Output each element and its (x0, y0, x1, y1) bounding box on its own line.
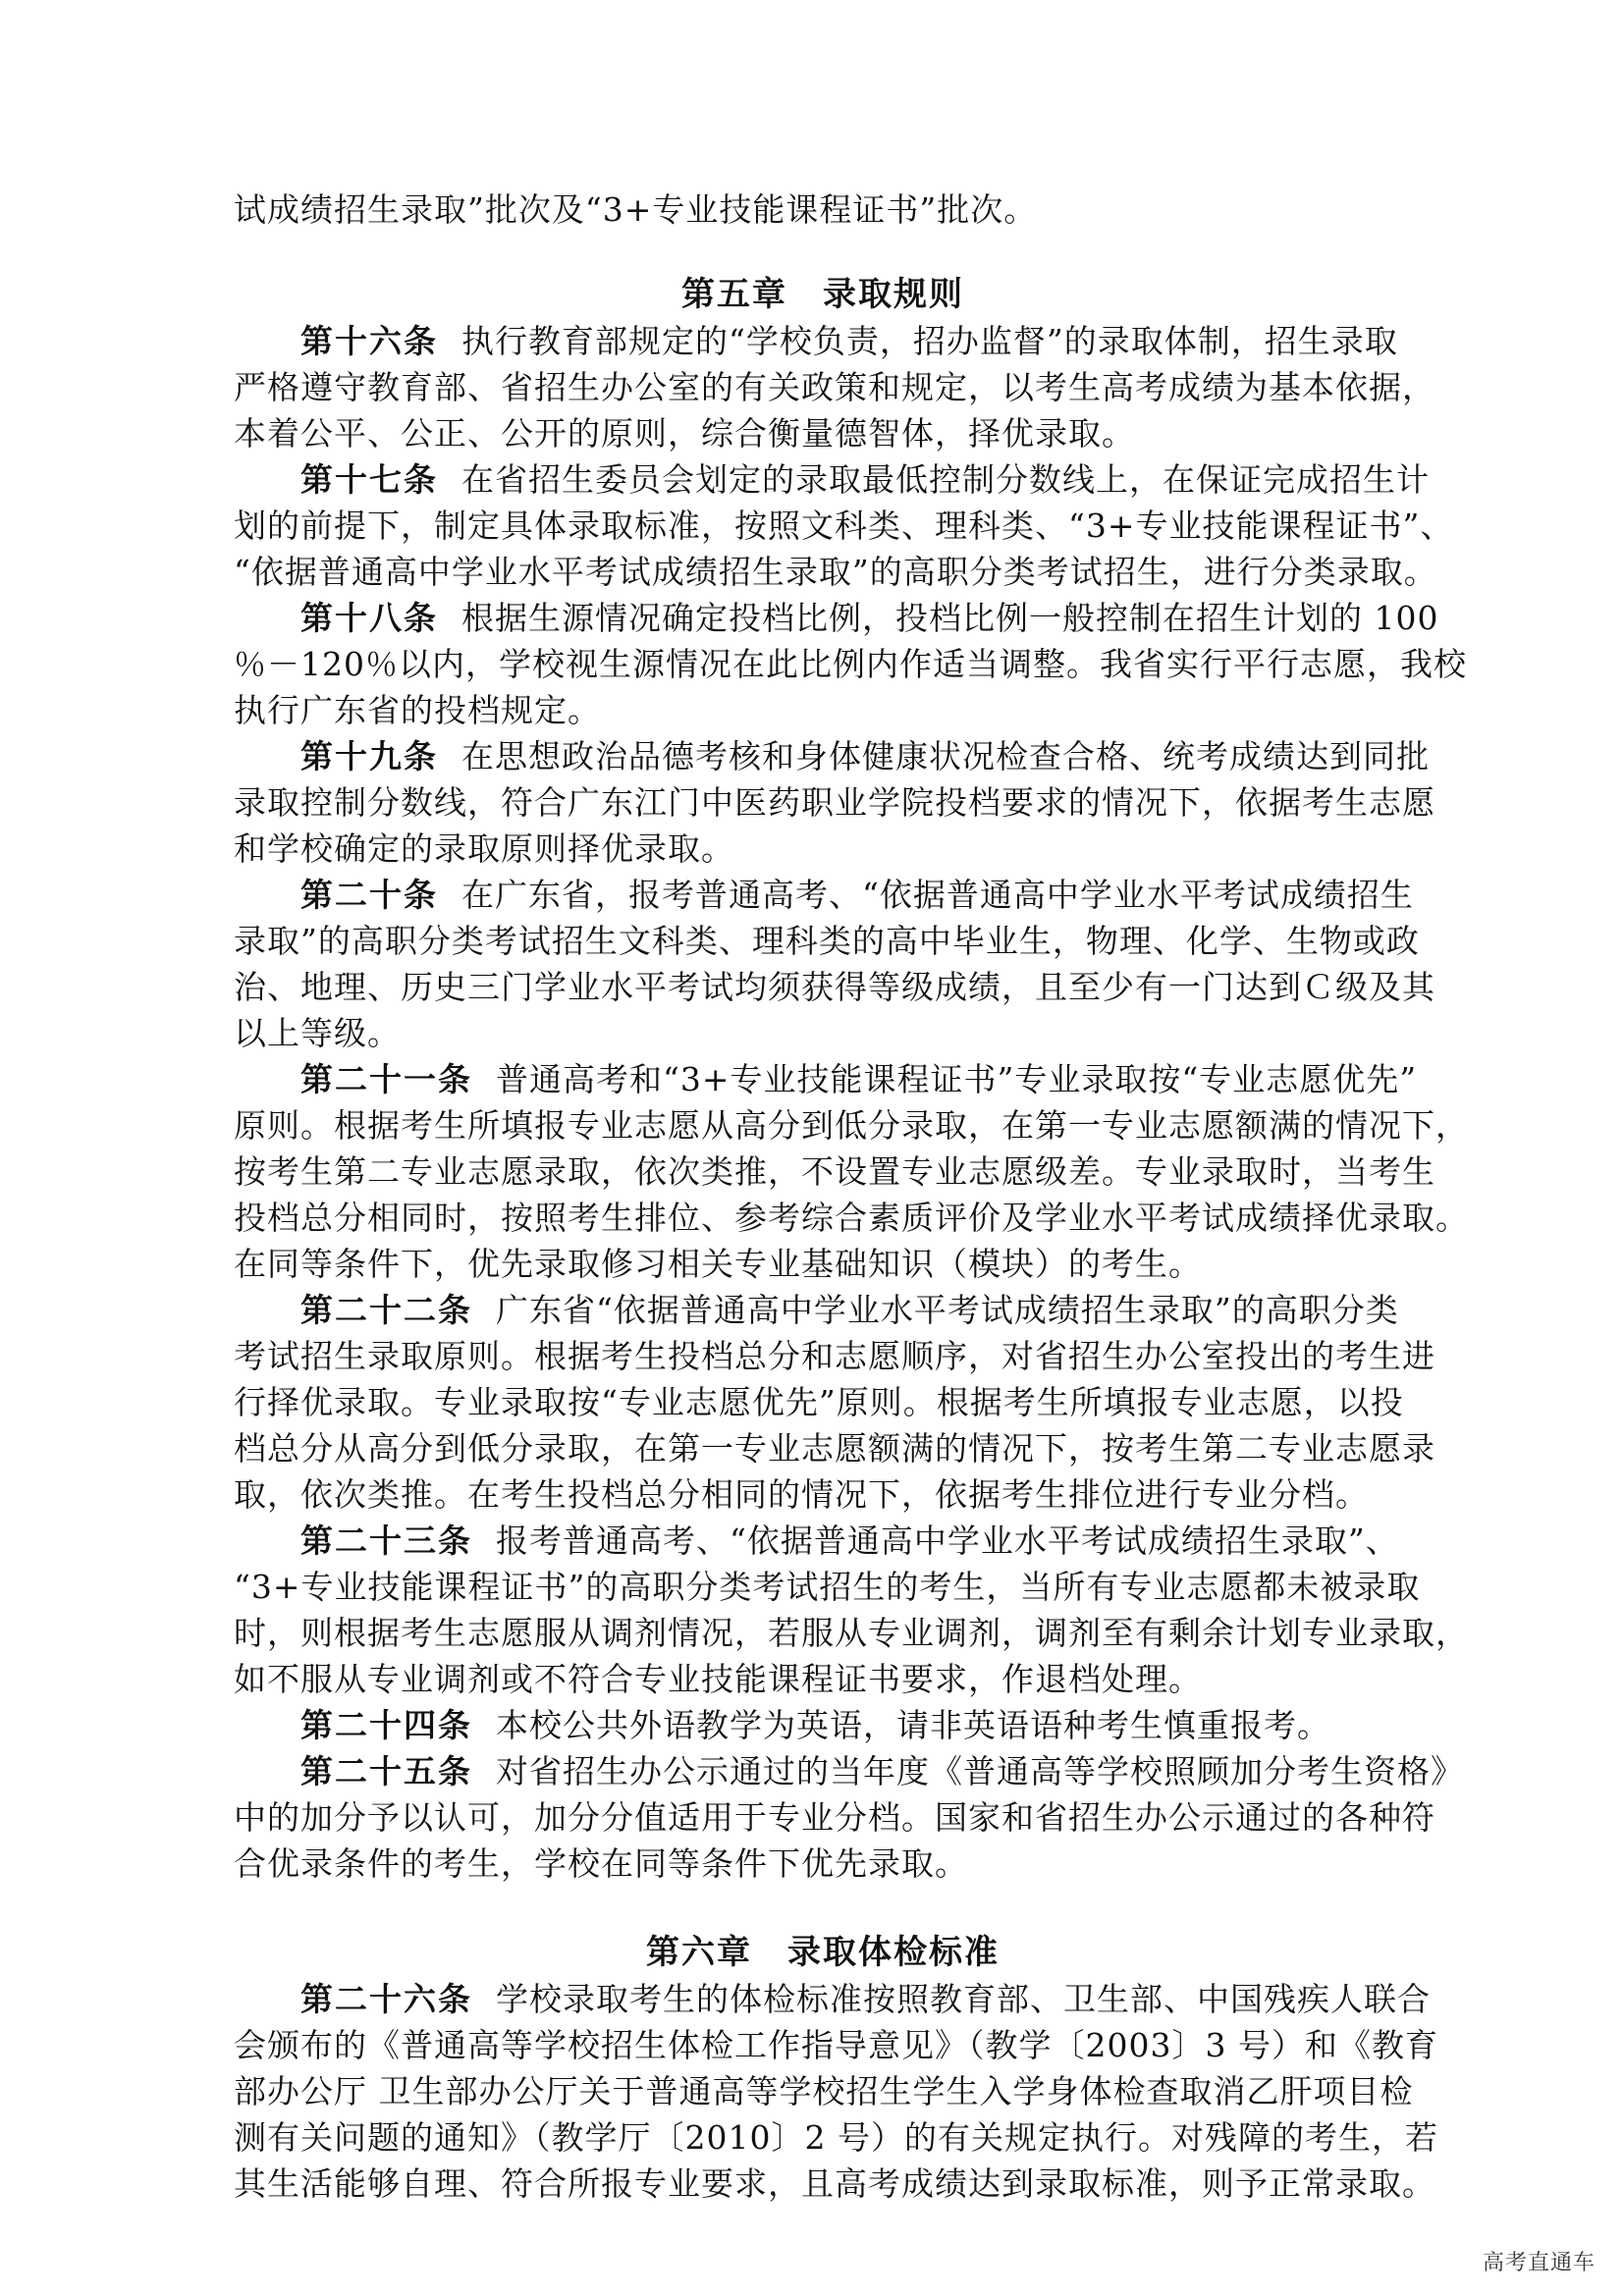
article-number: 第二十五条 (300, 1752, 472, 1790)
article-paragraph (234, 1518, 1469, 1702)
text-line: 如不服从专业调剂或不符合专业技能课程证书要求，作退档处理。 (234, 1660, 1202, 1698)
text-line: 和学校确定的录取原则择优录取。 (234, 829, 734, 868)
text-line (234, 1748, 1464, 1794)
text-line: 档总分从高分到低分录取，在第一专业志愿额满的情况下，按考生第二专业志愿录 (234, 1429, 1435, 1468)
article-paragraph (234, 1056, 1469, 1287)
article-number: 第二十条 (300, 876, 438, 914)
article-number: 第十九条 (300, 737, 438, 775)
text-line: 取，依次类推。在考生投档总分相同的情况下，依据考生排位进行专业分档。 (234, 1475, 1369, 1514)
text-line: “依据普通高中学业水平考试成绩招生录取”的高职分类考试招生，进行分类录取。 (234, 553, 1437, 591)
article-text: 报考普通高考、“依据普通高中学业水平考试成绩招生录取”、 (496, 1522, 1399, 1560)
article-paragraph (234, 1748, 1464, 1887)
text-line: 原则。根据考生所填报专业志愿从高分到低分录取，在第一专业志愿额满的情况下， (234, 1106, 1469, 1145)
article-paragraph (234, 318, 1435, 456)
article-paragraph (234, 872, 1435, 1056)
article-text: 根据生源情况确定投档比例，投档比例一般控制在招生计划的 100 (461, 599, 1439, 637)
article-number: 第二十二条 (300, 1291, 472, 1329)
article-paragraph (234, 1287, 1435, 1518)
article-number: 第二十四条 (300, 1706, 472, 1744)
text-line: 其生活能够自理、符合所报专业要求，且高考成绩达到录取标准，则予正常录取。 (234, 2164, 1435, 2203)
article-text: 普通高考和“3+专业技能课程证书”专业录取按“专业志愿优先” (496, 1060, 1418, 1098)
text-line: 中的加分予以认可，加分分值适用于专业分档。国家和省招生办公示通过的各种符 (234, 1798, 1435, 1837)
article-text: 本校公共外语教学为英语，请非英语语种考生慎重报考。 (496, 1706, 1330, 1744)
text-line: 在同等条件下，优先录取修习相关专业基础知识（模块）的考生。 (234, 1245, 1202, 1283)
text-line (234, 872, 1412, 918)
article-paragraph (234, 733, 1435, 872)
chapter-5-articles (234, 318, 1469, 1887)
text-line (234, 1702, 1412, 1748)
text-line: 考试招生录取原则。根据考生投档总分和志愿顺序，对省招生办公室投出的考生进 (234, 1337, 1435, 1375)
article-number: 第十六条 (300, 322, 438, 360)
article-text: 在省招生委员会划定的录取最低控制分数线上，在保证完成招生计 (461, 460, 1430, 499)
article-number: 第二十三条 (300, 1522, 472, 1560)
article-paragraph (234, 456, 1454, 595)
text-line: 部办公厅 卫生部办公厅关于普通高等学校招生学生入学身体检查取消乙肝项目检 (234, 2072, 1414, 2110)
article-text: 学校录取考生的体检标准按照教育部、卫生部、中国残疾人联合 (496, 1980, 1431, 2018)
text-line (234, 1518, 1412, 1564)
article-number: 第二十一条 (300, 1060, 472, 1098)
article-paragraph (234, 595, 1467, 733)
article-number: 第十八条 (300, 599, 438, 637)
text-line: 行择优录取。专业录取按“专业志愿优先”原则。根据考生所填报专业志愿，以投 (234, 1383, 1404, 1421)
article-paragraph (234, 1702, 1412, 1748)
text-line: 执行广东省的投档规定。 (234, 691, 601, 729)
text-line: 以上等级。 (234, 1014, 401, 1052)
text-line: 录取控制分数线，符合广东江门中医药职业学院投档要求的情况下，依据考生志愿 (234, 783, 1435, 822)
intro-paragraph (234, 187, 1412, 233)
article-paragraph (234, 1976, 1438, 2207)
article-number: 第十七条 (300, 460, 438, 499)
article-text: 广东省“依据普通高中学业水平考试成绩招生录取”的高职分类 (496, 1291, 1399, 1329)
text-line: 合优录条件的考生，学校在同等条件下优先录取。 (234, 1844, 968, 1883)
article-text: 执行教育部规定的“学校负责，招办监督”的录取体制，招生录取 (461, 322, 1398, 360)
text-line (234, 595, 1439, 641)
text-line: 测有关问题的通知》（教学厅〔2010〕2 号）的有关规定执行。对残障的考生，若 (234, 2118, 1438, 2157)
article-text: 对省招生办公示通过的当年度《普通高等学校照顾加分考生资格》 (496, 1752, 1464, 1790)
text-line: 会颁布的《普通高等学校招生体检工作指导意见》（教学〔2003〕3 号）和《教育 (234, 2026, 1438, 2064)
text-line (234, 1976, 1431, 2022)
text-line (234, 1287, 1412, 1333)
text-line: 录取”的高职分类考试招生文科类、理科类的高中毕业生，物理、化学、生物或政 (234, 922, 1420, 960)
document-page (234, 187, 1469, 2207)
watermark-text: 高考直通车 (1482, 2251, 1596, 2275)
chapter-title: 第五章 录取规则 (681, 275, 964, 314)
text-line: 本着公平、公正、公开的原则，综合衡量德智体，择优录取。 (234, 414, 1135, 453)
article-number: 第二十六条 (300, 1980, 472, 2018)
text-line: 试成绩招生录取”批次及“3+专业技能课程证书”批次。 (234, 190, 1038, 229)
chapter-title: 第六章 录取体检标准 (646, 1933, 1000, 1972)
text-line (234, 1056, 1418, 1102)
article-text: 在广东省，报考普通高考、“依据普通高中学业水平考试成绩招生 (461, 876, 1414, 914)
text-line: 按考生第二专业志愿录取，依次类推，不设置专业志愿级差。专业录取时，当考生 (234, 1152, 1435, 1191)
text-line (234, 733, 1430, 779)
text-line: “3+专业技能课程证书”的高职分类考试招生的考生，当所有专业志愿都未被录取 (234, 1568, 1421, 1606)
text-line: ％－120％以内，学校视生源情况在此比例内作适当调整。我省实行平行志愿，我校 (234, 645, 1467, 683)
text-line (234, 318, 1412, 364)
chapter-6-articles (234, 1976, 1438, 2207)
text-line: 时，则根据考生志愿服从调剂情况，若服从专业调剂，调剂至有剩余计划专业录取， (234, 1614, 1469, 1652)
text-line: 划的前提下，制定具体录取标准，按照文科类、理科类、“3+专业技能课程证书”、 (234, 507, 1454, 545)
text-line: 投档总分相同时，按照考生排位、参考综合素质评价及学业水平考试成绩择优录取。 (234, 1199, 1469, 1237)
text-line: 严格遵守教育部、省招生办公室的有关政策和规定，以考生高考成绩为基本依据， (234, 368, 1435, 406)
article-text: 在思想政治品德考核和身体健康状况检查合格、统考成绩达到同批 (461, 737, 1430, 775)
text-line (234, 456, 1430, 503)
text-line: 治、地理、历史三门学业水平考试均须获得等级成绩，且至少有一门达到Ｃ级及其 (234, 968, 1435, 1006)
